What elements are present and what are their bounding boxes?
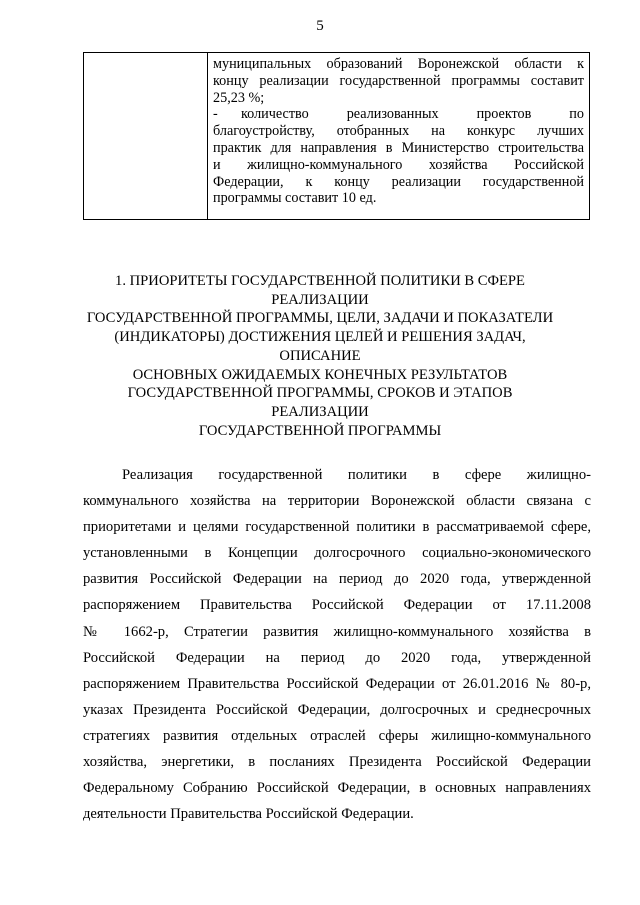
table-left-cell: [84, 53, 208, 219]
table-line: концу реализации государственной программы составит: [213, 72, 584, 89]
table-line: Федерации, к концу реализации государственной: [213, 173, 584, 190]
table-line: программы составит 10 ед.: [213, 190, 377, 207]
page-number: 5: [316, 18, 324, 34]
body-line: стратегиях развития отдельных отраслей сферы жилищно-коммунального: [83, 727, 591, 744]
body-line: хозяйства, энергетики, в посланиях Президента Российской Федерации: [83, 754, 591, 771]
heading-line: ОСНОВНЫХ ОЖИДАЕМЫХ КОНЕЧНЫХ РЕЗУЛЬТАТОВ: [132, 366, 508, 383]
body-line: Федеральному Собранию Российской Федерации, в основных направлениях: [83, 780, 591, 797]
table-line: количество реализованных проектов по: [241, 106, 584, 123]
body-line: распоряжением Правительства Российской Федерации от 17.11.2008: [83, 597, 591, 614]
heading-line: ГОСУДАРСТВЕННОЙ ПРОГРАММЫ, ЦЕЛИ, ЗАДАЧИ И ПОКАЗАТЕЛИ: [86, 310, 554, 327]
heading-line: РЕАЛИЗАЦИИ: [271, 291, 369, 308]
body-line: установленными в Концепции долгосрочного социально-экономического: [83, 545, 591, 562]
list-dash: -: [213, 106, 218, 123]
table-fragment: [83, 52, 590, 220]
body-line: деятельности Правительства Российской Федерации.: [83, 806, 414, 823]
heading-line: 1. ПРИОРИТЕТЫ ГОСУДАРСТВЕННОЙ ПОЛИТИКИ В СФЕРЕ: [115, 273, 525, 289]
table-line: благоустройству, отобранных на конкурс лучших: [213, 123, 584, 140]
body-line: Реализация государственной политики в сфере жилищно-: [122, 467, 591, 483]
section-heading: [60, 272, 580, 440]
heading-line: (ИНДИКАТОРЫ) ДОСТИЖЕНИЯ ЦЕЛЕЙ И РЕШЕНИЯ ЗАДАЧ,: [114, 329, 526, 346]
table-line: 25,23 %;: [213, 89, 265, 106]
table-line: и жилищно-коммунального хозяйства Российской: [213, 156, 584, 173]
body-line: Российской Федерации на период до 2020 года, утвержденной: [83, 649, 591, 666]
body-line: приоритетами и целями государственной политики в рассматриваемой сфере,: [83, 519, 591, 536]
body-line: распоряжением Правительства Российской Федерации от 26.01.2016 № 80-р,: [83, 675, 591, 692]
heading-line: ГОСУДАРСТВЕННОЙ ПРОГРАММЫ: [198, 422, 442, 439]
body-line: коммунального хозяйства на территории Воронежской области связана с: [83, 493, 591, 510]
heading-line: ГОСУДАРСТВЕННОЙ ПРОГРАММЫ, СРОКОВ И ЭТАПОВ: [127, 385, 513, 402]
table-line: практик для направления в Министерство строительства: [213, 139, 584, 156]
body-line: развития Российской Федерации на период до 2020 года, утвержденной: [83, 571, 591, 588]
table-line: муниципальных образований Воронежской области к: [213, 56, 584, 72]
heading-line: РЕАЛИЗАЦИИ: [271, 403, 369, 420]
table-right-cell: [208, 53, 589, 219]
body-line: № 1662-р, Стратегии развития жилищно-коммунального хозяйства в: [83, 623, 591, 640]
heading-line: ОПИСАНИЕ: [279, 347, 361, 364]
body-paragraph: [83, 462, 591, 827]
body-line: указах Президента Российской Федерации, долгосрочных и среднесрочных: [83, 701, 591, 718]
table-line-with-dash: [213, 106, 584, 123]
